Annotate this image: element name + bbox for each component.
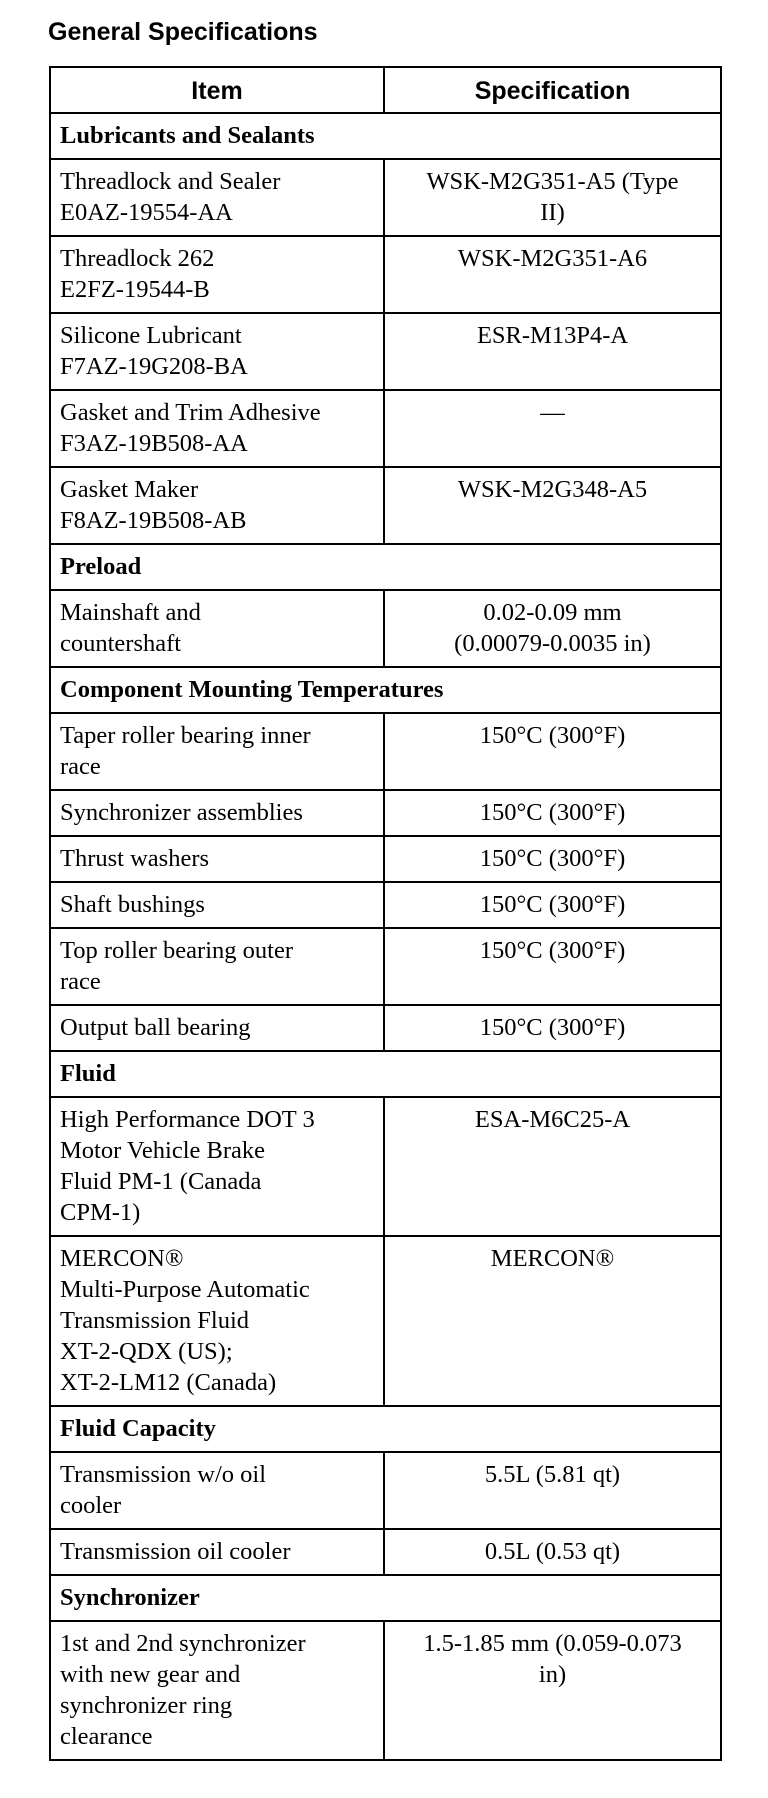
item-cell (50, 882, 384, 928)
item-cell (50, 236, 384, 313)
cell-text-line: 150°C (300°F) (479, 891, 626, 918)
cell-text-line: WSK-M2G351-A6 (457, 245, 648, 272)
cell-text-line: Top roller bearing outer (60, 937, 293, 964)
item-cell (50, 1097, 384, 1236)
cell-text-line: Threadlock and Sealer (60, 168, 281, 195)
section-row-fluid-capacity (50, 1406, 721, 1452)
specification-cell (384, 313, 721, 390)
specification-cell (384, 882, 721, 928)
cell-text-line: ESA-M6C25-A (474, 1106, 631, 1133)
cell-text-line: WSK-M2G348-A5 (457, 476, 648, 503)
table-body (50, 113, 721, 1760)
table-row (50, 1236, 721, 1406)
section-row-preload (50, 544, 721, 590)
cell-text-line: High Performance DOT 3 (60, 1106, 315, 1133)
section-row-fluid (50, 1051, 721, 1097)
cell-text-line: F8AZ-19B508-AB (60, 507, 247, 534)
cell-text-line: synchronizer ring (60, 1692, 233, 1719)
cell-text-line: Gasket and Trim Adhesive (60, 399, 321, 426)
cell-text-line: 5.5L (5.81 qt) (484, 1461, 621, 1488)
item-cell (50, 836, 384, 882)
item-cell (50, 1005, 384, 1051)
section-title: Fluid (50, 1051, 721, 1097)
cell-text-line: XT-2-QDX (US); (60, 1338, 233, 1365)
cell-text-line: CPM-1) (60, 1199, 141, 1226)
specifications-table (49, 66, 722, 1761)
cell-text-line: 1st and 2nd synchronizer (60, 1630, 306, 1657)
cell-text-line: cooler (60, 1492, 122, 1519)
cell-text-line: E0AZ-19554-AA (60, 199, 233, 226)
cell-text-line: II) (540, 199, 565, 226)
item-cell (50, 790, 384, 836)
cell-text-line: 150°C (300°F) (479, 799, 626, 826)
item-cell (50, 390, 384, 467)
cell-text-line: 150°C (300°F) (479, 1014, 626, 1041)
cell-text-line: MERCON® (60, 1245, 184, 1272)
section-title: Component Mounting Temperatures (50, 667, 721, 713)
cell-text-line: WSK-M2G351-A5 (Type (426, 168, 679, 195)
cell-text-line: Synchronizer assemblies (60, 799, 303, 826)
table-row (50, 1529, 721, 1575)
cell-text-line: Mainshaft and (60, 599, 201, 626)
specification-cell (384, 159, 721, 236)
cell-text-line: MERCON® (490, 1245, 615, 1272)
specification-cell (384, 1236, 721, 1406)
specification-cell (384, 1452, 721, 1529)
page-title: General Specifications (48, 18, 318, 46)
specification-cell (384, 1097, 721, 1236)
cell-text-line: Threadlock 262 (60, 245, 215, 272)
item-cell (50, 313, 384, 390)
item-cell (50, 1621, 384, 1760)
cell-text-line: Motor Vehicle Brake (60, 1137, 266, 1164)
cell-text-line: XT-2-LM12 (Canada) (60, 1369, 277, 1396)
cell-text-line: Multi-Purpose Automatic (60, 1276, 310, 1303)
cell-text-line: Thrust washers (60, 845, 210, 872)
section-row-synchronizer (50, 1575, 721, 1621)
cell-text-line: Fluid PM-1 (Canada (60, 1168, 262, 1195)
section-row-component-mounting-temperatures (50, 667, 721, 713)
cell-text-line: countershaft (60, 630, 182, 657)
item-cell (50, 159, 384, 236)
table-row (50, 390, 721, 467)
cell-text-line: F3AZ-19B508-AA (60, 430, 248, 457)
cell-text-line: 1.5-1.85 mm (0.059-0.073 (423, 1630, 682, 1657)
table-row (50, 928, 721, 1005)
table-header-row (50, 67, 721, 113)
item-cell (50, 928, 384, 1005)
item-cell (50, 713, 384, 790)
item-cell (50, 1236, 384, 1406)
specification-cell (384, 1529, 721, 1575)
cell-text-line: Transmission oil cooler (60, 1538, 291, 1565)
table-row (50, 1097, 721, 1236)
specification-cell (384, 836, 721, 882)
cell-text-line: F7AZ-19G208-BA (60, 353, 248, 380)
cell-text-line: race (60, 968, 101, 995)
table-row (50, 882, 721, 928)
cell-text-line: 150°C (300°F) (479, 722, 626, 749)
cell-text-line: Transmission w/o oil (60, 1461, 267, 1488)
cell-text-line: Taper roller bearing inner (60, 722, 311, 749)
section-title: Synchronizer (50, 1575, 721, 1621)
cell-text-line: 0.02-0.09 mm (483, 599, 622, 626)
cell-text-line: Transmission Fluid (60, 1307, 250, 1334)
specification-cell (384, 236, 721, 313)
item-cell (50, 467, 384, 544)
section-title: Preload (50, 544, 721, 590)
cell-text-line: Shaft bushings (60, 891, 205, 918)
specification-cell (384, 467, 721, 544)
cell-text-line: 0.5L (0.53 qt) (484, 1538, 621, 1565)
cell-text-line: E2FZ-19544-B (60, 276, 210, 303)
item-cell (50, 1452, 384, 1529)
cell-text-line: clearance (60, 1723, 153, 1750)
specification-cell (384, 713, 721, 790)
table-row (50, 1621, 721, 1760)
cell-text-line: Silicone Lubricant (60, 322, 242, 349)
cell-text-line: Gasket Maker (60, 476, 199, 503)
cell-text-line: 150°C (300°F) (479, 845, 626, 872)
specification-cell (384, 390, 721, 467)
column-header-item: Item (50, 67, 384, 113)
table-row (50, 1452, 721, 1529)
table-row (50, 836, 721, 882)
item-cell (50, 590, 384, 667)
specification-cell (384, 1621, 721, 1760)
specification-cell (384, 928, 721, 1005)
section-title: Fluid Capacity (50, 1406, 721, 1452)
cell-text-line: ESR-M13P4-A (476, 322, 629, 349)
column-header-specification: Specification (384, 67, 721, 113)
table-row (50, 790, 721, 836)
cell-text-line: in) (538, 1661, 567, 1688)
table-row (50, 1005, 721, 1051)
specification-cell (384, 590, 721, 667)
cell-text-line: — (540, 399, 565, 426)
item-cell (50, 1529, 384, 1575)
cell-text-line: Output ball bearing (60, 1014, 251, 1041)
table-row (50, 590, 721, 667)
table-row (50, 713, 721, 790)
specification-cell (384, 1005, 721, 1051)
cell-text-line: (0.00079-0.0035 in) (454, 630, 651, 657)
section-title: Lubricants and Sealants (50, 113, 721, 159)
table-row (50, 467, 721, 544)
section-row-lubricants-and-sealants (50, 113, 721, 159)
cell-text-line: race (60, 753, 101, 780)
cell-text-line: 150°C (300°F) (479, 937, 626, 964)
table-row (50, 313, 721, 390)
cell-text-line: with new gear and (60, 1661, 241, 1688)
specification-cell (384, 790, 721, 836)
table-row (50, 236, 721, 313)
table-row (50, 159, 721, 236)
